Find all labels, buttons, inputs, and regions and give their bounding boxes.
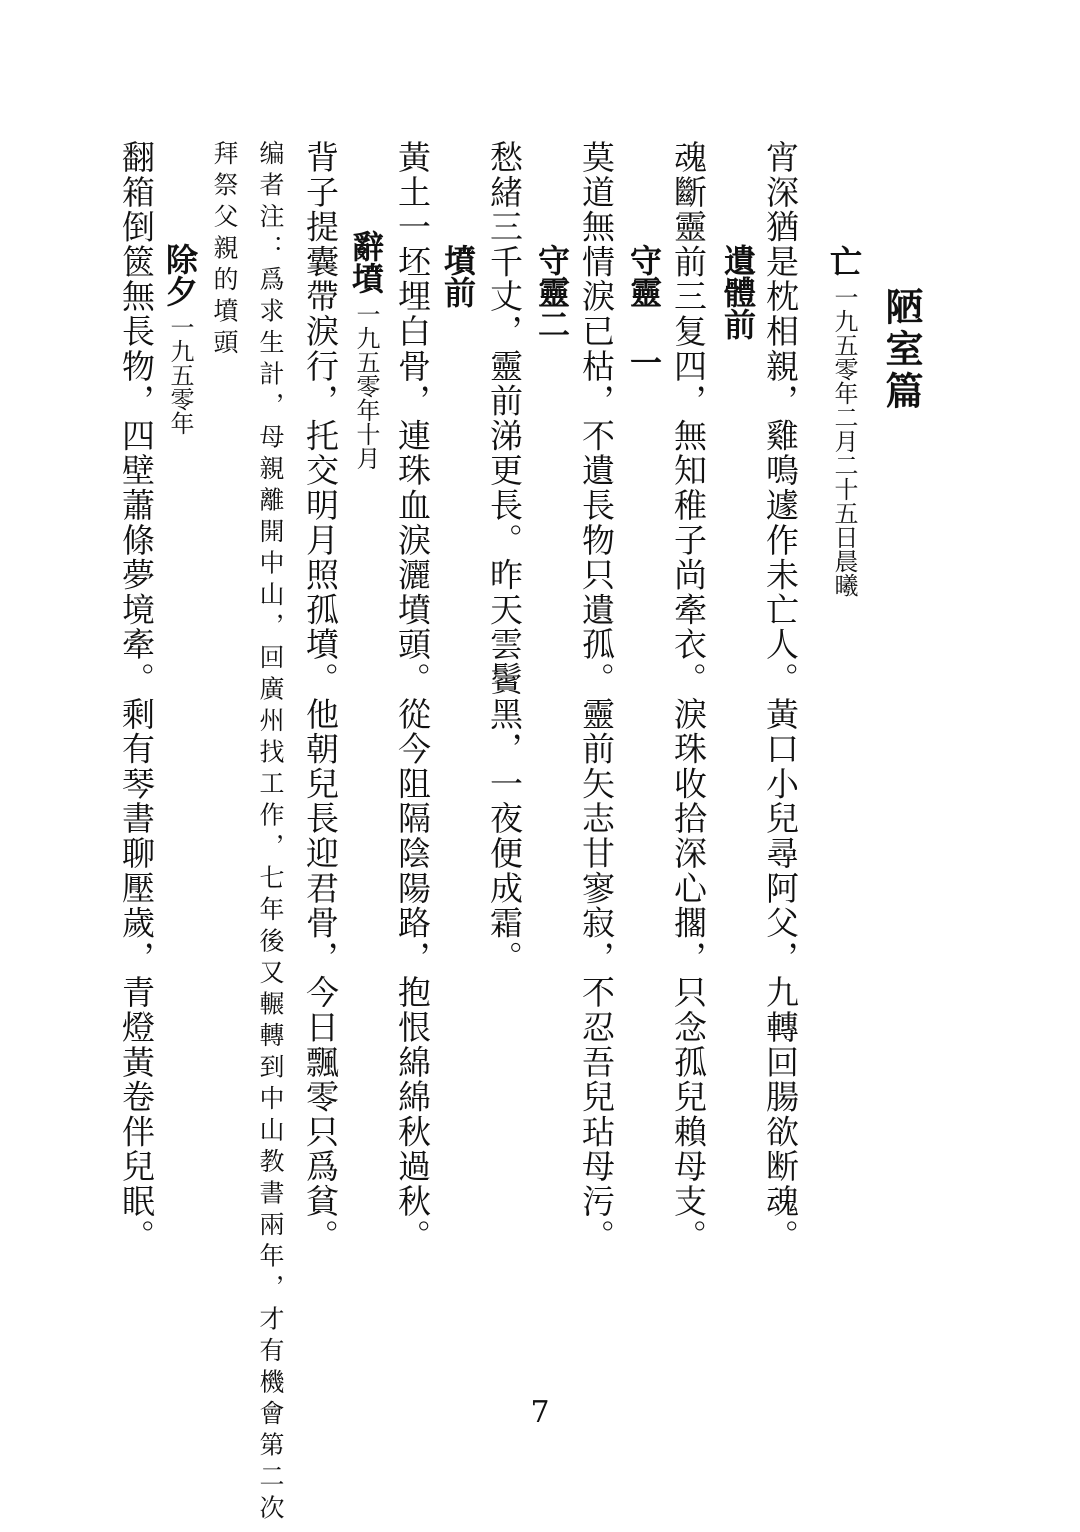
- poem-title-chuxi: [161, 243, 199, 435]
- poem-title-fenqian: 墳前: [439, 244, 477, 308]
- page-number: 7: [530, 1395, 550, 1430]
- poem-title-shouling-2: 守靈二: [533, 244, 571, 340]
- poem-line: 翻箱倒篋無長物，四壁蕭條夢境牽。剩有琴書聊壓歲，青燈黃卷伴兒眠。: [117, 140, 156, 1254]
- poem-date: 一九五零年二月二十五日晨曦: [830, 285, 858, 597]
- poem-line: 宵深猶是枕相親，雞鳴遽作未亡人。黃口小兒尋阿父，九轉回腸欲断魂。: [761, 140, 800, 1254]
- editor-note: 编者注：爲求生計，母親離開中山，回廣州找工作，七年後又輾轉到中山教書兩年，才有機會第二次: [256, 140, 285, 1526]
- poem-line: 黃土一坯埋白骨，連珠血淚灑墳頭。從今阻隔陰陽路，抱恨綿綿秋過秋。: [393, 140, 432, 1254]
- poem-title-yiti: 遺體前: [719, 244, 757, 340]
- poem-title: 辭墳: [347, 230, 385, 294]
- poem-title-wang: [825, 245, 863, 597]
- poem-title-cifen: [347, 230, 385, 470]
- poem-line: 莫道無情淚已枯，不遺長物只遺孤。靈前矢志甘寥寂，不忍吾兒玷母污。: [577, 140, 616, 1254]
- poem-line: 魂斷靈前三复四，無知稚子尚牽衣。淚珠收拾深心擱，只念孤兒賴母支。: [669, 140, 708, 1254]
- page-title: 陋室篇: [879, 287, 924, 413]
- poem-line: 愁緒三千丈，靈前涕更長。昨天雲鬢黑，一夜便成霜。: [485, 140, 524, 976]
- poem-date: 一九五零年: [166, 315, 194, 435]
- poem-title: 除夕: [161, 243, 199, 307]
- poem-title: 亡: [825, 245, 863, 277]
- poem-date: 一九五零年十月: [352, 302, 380, 470]
- poem-title-shouling-1: 守靈 一: [625, 244, 663, 378]
- editor-note-continued: 拜祭父親的墳頭: [210, 140, 239, 361]
- poem-line: 背子提囊帶淚行，托交明月照孤墳。他朝兒長迎君骨，今日飄零只爲貧。: [301, 140, 340, 1254]
